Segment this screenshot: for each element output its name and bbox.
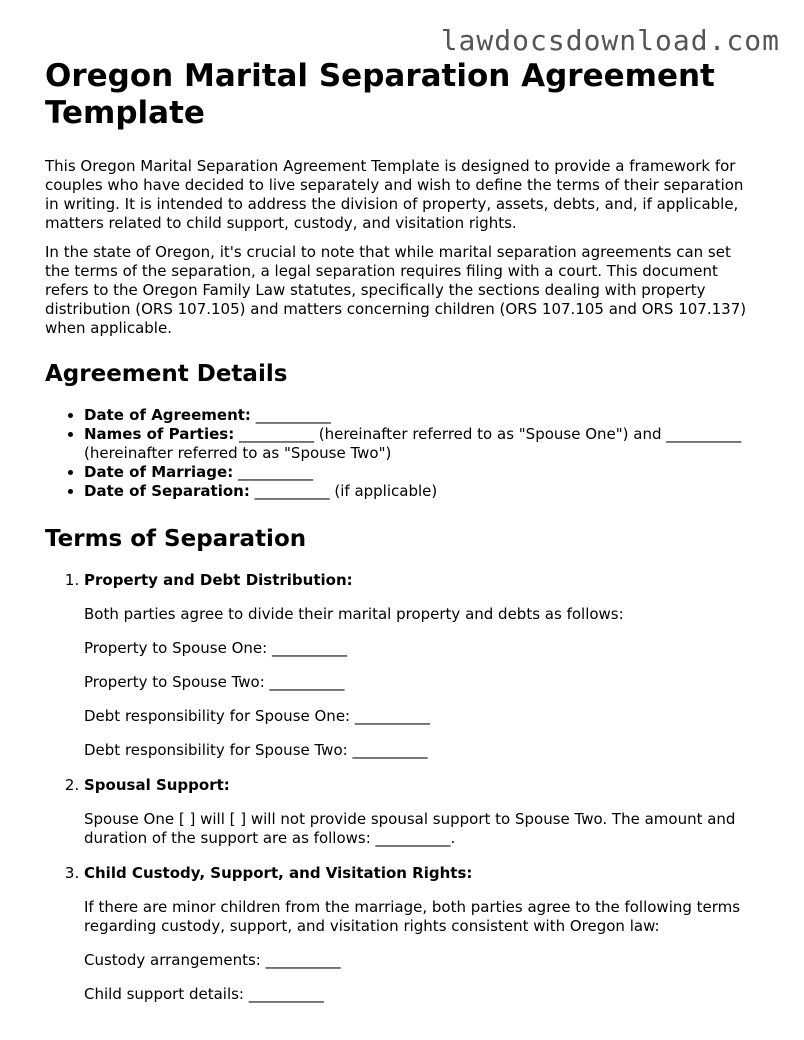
term-paragraph: If there are minor children from the marriage, both parties agree to the following terms regarding custody, support, and visitation rights consistent with Oregon law: <box>84 898 741 935</box>
detail-date-of-marriage <box>84 463 760 482</box>
detail-label: Date of Agreement: <box>84 406 251 424</box>
term-child-custody <box>84 864 760 1004</box>
detail-value: __________ <box>250 406 331 424</box>
term-paragraph: Custody arrangements: __________ <box>84 951 341 969</box>
term-title: Child Custody, Support, and Visitation Rights: <box>84 864 473 882</box>
term-paragraph: Both parties agree to divide their marital property and debts as follows: <box>84 605 624 623</box>
intro-paragraph-1: This Oregon Marital Separation Agreement Template is designed to provide a framework for couples who have decided to live separately and wish to define the terms of their separation in writing. It is intended to address the division of property, assets, debts, and, if applicable, matters related to child support, custody, and visitation rights. <box>45 157 744 232</box>
term-title: Property and Debt Distribution: <box>84 571 353 589</box>
document-title: Oregon Marital Separation Agreement Template <box>45 58 715 131</box>
term-paragraph: Debt responsibility for Spouse Two: __________ <box>84 741 428 759</box>
detail-label: Date of Marriage: <box>84 463 234 481</box>
term-paragraph: Spouse One [ ] will [ ] will not provide spousal support to Spouse Two. The amount and duration of the support are as follows: __________. <box>84 810 736 847</box>
detail-value: __________ (hereinafter referred to as "Spouse One") and __________ (hereinafter referred to as "Spouse Two") <box>84 425 742 462</box>
intro-paragraph-2: In the state of Oregon, it's crucial to note that while marital separation agreements can set the terms of the separation, a legal separation requires filing with a court. This document refers to the Oregon Family Law statutes, specifically the sections dealing with property distribution (ORS 107.105) and matters concerning children (ORS 107.105 and ORS 107.137) when applicable. <box>45 243 747 337</box>
detail-value: __________ <box>233 463 313 481</box>
term-spousal-support <box>84 776 760 848</box>
term-paragraph: Property to Spouse Two: __________ <box>84 673 345 691</box>
detail-label: Names of Parties: <box>84 425 235 443</box>
detail-date-of-separation <box>84 482 760 501</box>
terms-list <box>45 571 760 1004</box>
term-paragraph: Debt responsibility for Spouse One: __________ <box>84 707 430 725</box>
detail-value: __________ (if applicable) <box>249 482 438 500</box>
detail-label: Date of Separation: <box>84 482 250 500</box>
terms-heading: Terms of Separation <box>45 526 307 552</box>
term-paragraph: Property to Spouse One: __________ <box>84 639 347 657</box>
term-title: Spousal Support: <box>84 776 230 794</box>
agreement-details-list <box>45 406 760 501</box>
agreement-details-heading: Agreement Details <box>45 361 288 387</box>
document-body <box>45 58 760 1020</box>
term-paragraph: Child support details: __________ <box>84 985 324 1003</box>
watermark: lawdocsdownload.com <box>440 24 780 57</box>
detail-names-of-parties <box>84 425 760 463</box>
detail-date-of-agreement <box>84 406 760 425</box>
term-property-debt <box>84 571 760 760</box>
